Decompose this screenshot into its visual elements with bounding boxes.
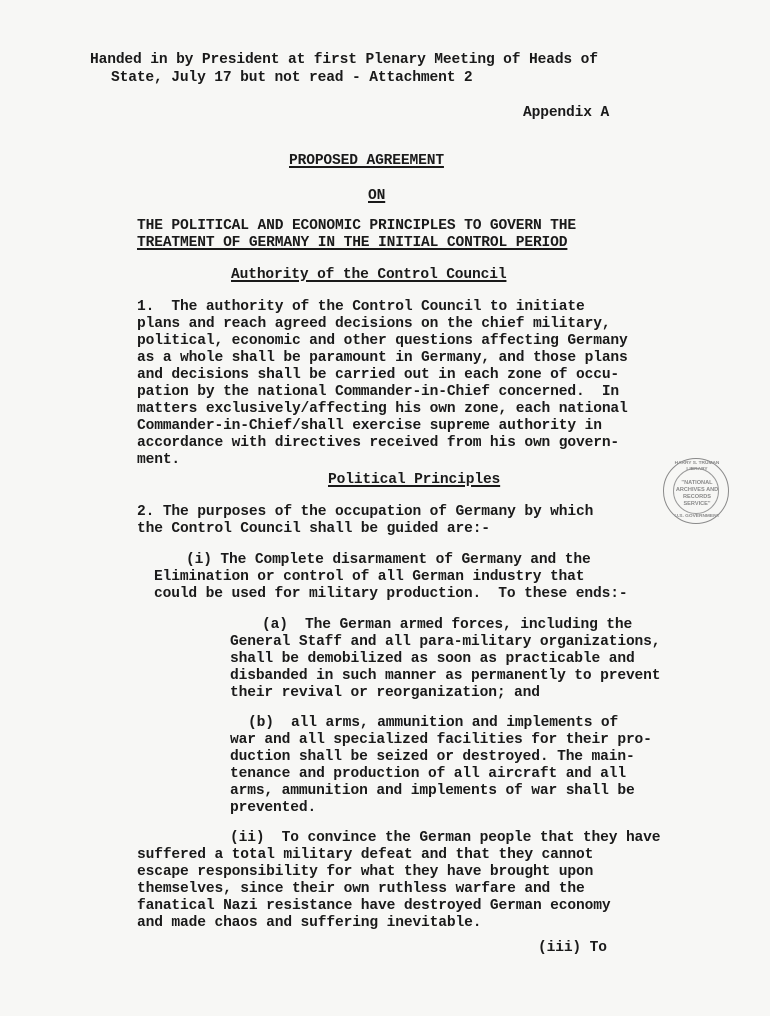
item-i-line: (i) The Complete disarmament of Germany and the <box>186 552 591 568</box>
item-ii-line: suffered a total military defeat and that they cannot <box>137 847 594 863</box>
item-i-line: Elimination or control of all German industry that <box>154 569 585 585</box>
section-heading-political: Political Principles <box>328 472 501 488</box>
paragraph-2-line: the Control Council shall be guided are:- <box>137 521 490 537</box>
paragraph-1-line: matters exclusively/affecting his own zone, each national <box>137 401 628 417</box>
paragraph-1-line: political, economic and other questions affecting Germany <box>137 333 628 349</box>
paragraph-2-line: 2. The purposes of the occupation of Germany by which <box>137 504 594 520</box>
item-ii-line: escape responsibility for what they have brought upon <box>137 864 594 880</box>
item-b-line: prevented. <box>230 800 317 816</box>
stamp-ring-bottom-text: U.S. GOVERNMENT <box>674 514 720 519</box>
paragraph-1-line: 1. The authority of the Control Council to initiate <box>137 299 585 315</box>
header-line-2: State, July 17 but not read - Attachment 2 <box>111 70 473 86</box>
paragraph-1-line: Commander-in-Chief/shall exercise supreme authority in <box>137 418 602 434</box>
title-on: ON <box>368 188 386 204</box>
paragraph-1-line: accordance with directives received from his own govern- <box>137 435 620 451</box>
library-stamp <box>663 458 729 524</box>
title-line-4: TREATMENT OF GERMANY IN THE INITIAL CONTROL PERIOD <box>137 235 568 251</box>
item-ii-line: themselves, since their own ruthless warfare and the <box>137 881 585 897</box>
item-i-line: could be used for military production. To these ends:- <box>154 586 628 602</box>
appendix-label: Appendix A <box>523 105 610 121</box>
item-b-line: war and all specialized facilities for their pro- <box>230 732 652 748</box>
continuation-marker: (iii) To <box>538 940 607 956</box>
paragraph-1-line: as a whole shall be paramount in Germany, and those plans <box>137 350 628 366</box>
title-line-3: THE POLITICAL AND ECONOMIC PRINCIPLES TO GOVERN THE <box>137 218 576 234</box>
item-ii-line: (ii) To convince the German people that they have <box>230 830 661 846</box>
paragraph-1-line: ment. <box>137 452 181 468</box>
stamp-center-text: "NATIONAL ARCHIVES AND RECORDS SERVICE" <box>675 480 719 507</box>
header-line-1: Handed in by President at first Plenary Meeting of Heads of <box>90 52 598 68</box>
item-a-line: their revival or reorganization; and <box>230 685 540 701</box>
item-a-line: disbanded in such manner as permanently to prevent <box>230 668 661 684</box>
item-a-line: General Staff and all para-military organizations, <box>230 634 661 650</box>
item-b-line: duction shall be seized or destroyed. The main- <box>230 749 635 765</box>
stamp-ring-top-text: HARRY S. TRUMAN LIBRARY <box>674 461 720 472</box>
item-ii-line: fanatical Nazi resistance have destroyed German economy <box>137 898 611 914</box>
item-b-line: arms, ammunition and implements of war shall be <box>230 783 635 799</box>
item-a-line: (a) The German armed forces, including the <box>262 617 633 633</box>
section-heading-authority: Authority of the Control Council <box>231 267 507 283</box>
paragraph-1-line: pation by the national Commander-in-Chief concerned. In <box>137 384 620 400</box>
item-a-line: shall be demobilized as soon as practicable and <box>230 651 635 667</box>
paragraph-1-line: plans and reach agreed decisions on the chief military, <box>137 316 611 332</box>
item-b-line: tenance and production of all aircraft and all <box>230 766 626 782</box>
paragraph-1-line: and decisions shall be carried out in each zone of occu- <box>137 367 620 383</box>
item-b-line: (b) all arms, ammunition and implements of <box>248 715 619 731</box>
item-ii-line: and made chaos and suffering inevitable. <box>137 915 482 931</box>
title-proposed-agreement: PROPOSED AGREEMENT <box>289 153 444 169</box>
